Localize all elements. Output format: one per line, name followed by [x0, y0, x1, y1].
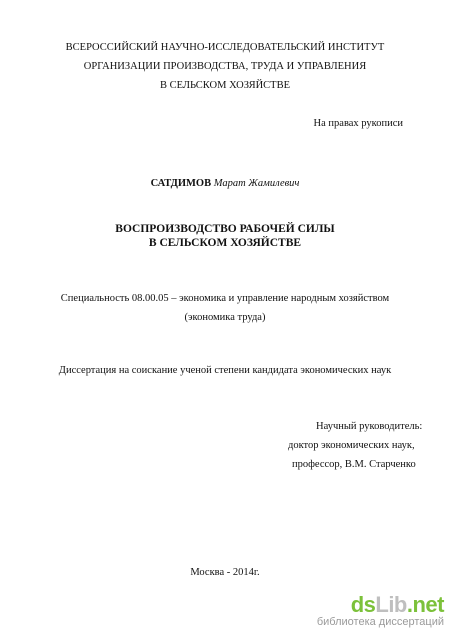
watermark	[317, 593, 444, 628]
dissertation-title-line-1: ВОСПРОИЗВОДСТВО РАБОЧЕЙ СИЛЫ	[115, 223, 335, 235]
specialty-line: Специальность 08.00.05 – экономика и управление народным хозяйством	[60, 293, 390, 304]
supervisor-label: Научный руководитель:	[316, 421, 423, 432]
author-surname: САТДИМОВ	[150, 178, 212, 189]
place-year: Москва - 2014г.	[190, 567, 260, 578]
supervisor-degree: доктор экономических наук,	[288, 440, 415, 451]
manuscript-note: На правах рукописи	[313, 118, 403, 129]
institute-line-2: ОРГАНИЗАЦИИ ПРОИЗВОДСТВА, ТРУДА И УПРАВЛЕНИЯ	[83, 61, 367, 72]
dissertation-title-line-2: В СЕЛЬСКОМ ХОЗЯЙСТВЕ	[148, 237, 302, 249]
degree-statement: Диссертация на соискание ученой степени кандидата экономических наук	[58, 365, 392, 376]
specialty-subline: (экономика труда)	[184, 312, 266, 323]
institute-line-3: В СЕЛЬСКОМ ХОЗЯЙСТВЕ	[160, 80, 290, 91]
supervisor-name: профессор, В.М. Старченко	[292, 459, 416, 470]
watermark-logo: dsLib.net	[350, 592, 444, 617]
institute-line-1: ВСЕРОССИЙСКИЙ НАУЧНО-ИССЛЕДОВАТЕЛЬСКИЙ ИНСТИТУТ	[65, 42, 385, 53]
author-given-names: Марат Жамилевич	[213, 178, 300, 189]
author-name	[0, 177, 450, 190]
watermark-subtitle: библиотека диссертаций	[316, 616, 444, 628]
